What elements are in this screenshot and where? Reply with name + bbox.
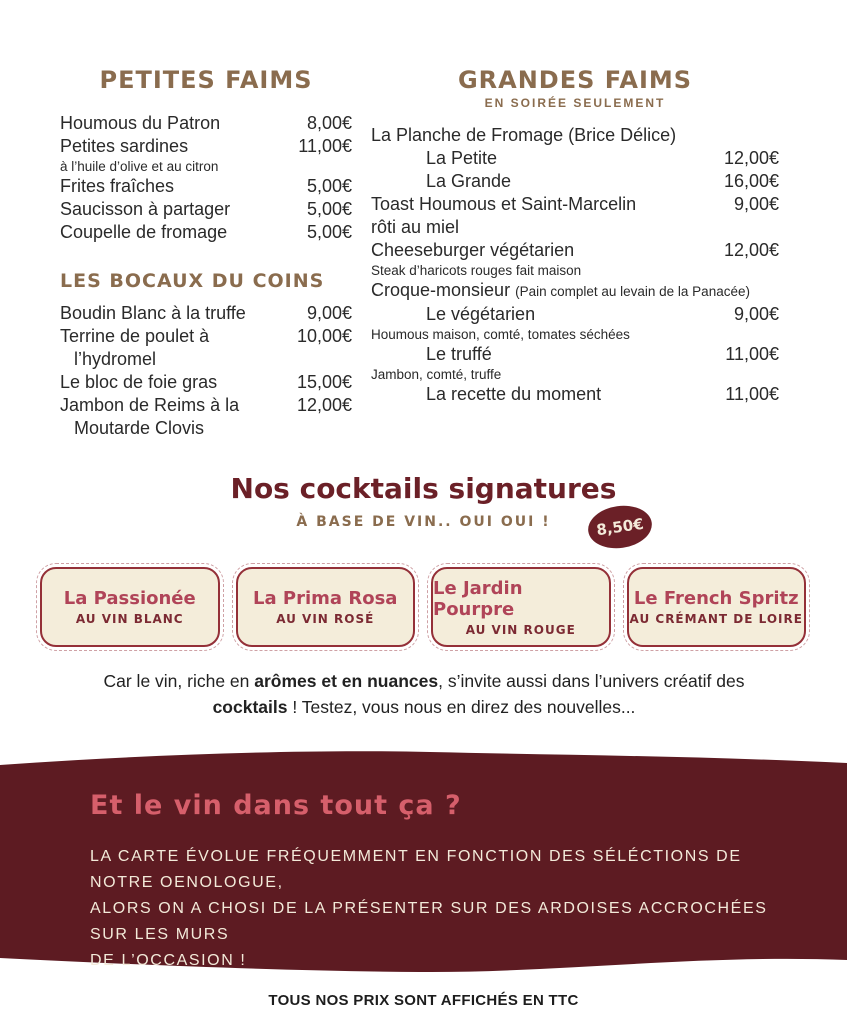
cocktail-card-jardin-pourpre xyxy=(431,567,611,647)
price: 5,00€ xyxy=(306,222,352,242)
price: 12,00€ xyxy=(723,240,779,260)
cocktail-name: La Prima Rosa xyxy=(253,588,398,609)
cocktails-subtitle: À BASE DE VIN.. OUI OUI ! xyxy=(296,514,551,530)
menu-item: Cheeseburger végétarien 12,00€ xyxy=(371,240,779,260)
menu-item: Jambon de Reims à la Moutarde Clovis 12,00€ xyxy=(60,395,352,438)
menu-item: Houmous du Patron 8,00€ xyxy=(60,113,352,133)
menu-item-description: à l’huile d’olive et au citron xyxy=(60,159,219,174)
price: 9,00€ xyxy=(733,304,779,324)
menu-item: Coupelle de fromage 5,00€ xyxy=(60,222,352,242)
grandes-faims-section xyxy=(371,66,779,406)
cocktail-name: Le Jardin Pourpre xyxy=(433,577,523,620)
wine-section-text xyxy=(90,844,800,974)
petites-faims-section xyxy=(60,66,352,440)
price: 15,00€ xyxy=(296,372,352,392)
menu-item-description: Steak d’haricots rouges fait maison xyxy=(371,263,582,278)
cocktail-cards xyxy=(40,567,806,647)
menu-item: La Planche de Fromage (Brice Délice) xyxy=(371,125,677,145)
price: 9,00€ xyxy=(306,303,352,323)
petites-faims-title: PETITES FAIMS xyxy=(99,66,313,94)
cocktail-name: La Passionée xyxy=(63,588,196,609)
cocktail-card-french-spritz xyxy=(627,567,807,647)
grandes-faims-title: GRANDES FAIMS xyxy=(457,66,693,94)
menu-item: Boudin Blanc à la truffe 9,00€ xyxy=(60,303,352,323)
menu-item: Petites sardines 11,00€ xyxy=(60,136,352,156)
price: 8,00€ xyxy=(306,113,352,133)
cocktail-base: AU VIN ROSÉ xyxy=(276,612,375,626)
grandes-faims-subtitle: EN SOIRÉE SEULEMENT xyxy=(484,96,666,110)
price: 12,00€ xyxy=(723,148,779,168)
price: 5,00€ xyxy=(306,199,352,219)
price: 11,00€ xyxy=(725,384,779,404)
price: 12,00€ xyxy=(296,395,352,415)
menu-item: Le truffé 11,00€ xyxy=(426,344,779,364)
menu-item: Terrine de poulet à l’hydromel 10,00€ xyxy=(60,326,352,369)
cocktail-name: Le French Spritz xyxy=(633,588,799,609)
wine-text-line: ALORS ON A CHOSI DE LA PRÉSENTER SUR DES ARDOISES ACCROCHÉES SUR LES MURS xyxy=(90,900,768,943)
menu-item: La recette du moment 11,00€ xyxy=(426,384,779,404)
bocaux-title: LES BOCAUX DU COINS xyxy=(60,270,325,292)
cocktail-card-prima-rosa xyxy=(236,567,416,647)
menu-item: Le végétarien 9,00€ xyxy=(426,304,779,324)
cocktail-base: AU CRÉMANT DE LOIRE xyxy=(629,612,803,626)
cocktail-base: AU VIN BLANC xyxy=(75,612,184,626)
menu-item: La Grande 16,00€ xyxy=(426,171,779,191)
cocktail-card-passionee xyxy=(40,567,220,647)
menu-item: Croque-monsieur (Pain complet au levain de la Panacée) xyxy=(371,280,750,300)
cocktail-price-badge: 8,50€ xyxy=(585,502,654,552)
price: 9,00€ xyxy=(733,194,779,214)
menu-item: Toast Houmous et Saint-Marcelin rôti au miel 9,00€ xyxy=(371,194,779,237)
price: 11,00€ xyxy=(725,344,779,364)
wine-section-title: Et le vin dans tout ça ? xyxy=(90,790,462,821)
price: 5,00€ xyxy=(306,176,352,196)
cocktails-note: Car le vin, riche en arômes et en nuances, s’invite aussi dans l’univers créatif des cocktails ! Testez, vous nous en direz des nouvelles... xyxy=(103,671,745,718)
petites-faims-list xyxy=(60,112,352,244)
price: 11,00€ xyxy=(298,136,352,156)
wine-text-line: DE L’OCCASION ! xyxy=(90,952,247,969)
menu-item: Saucisson à partager 5,00€ xyxy=(60,199,352,219)
bocaux-list xyxy=(60,302,352,440)
price: 16,00€ xyxy=(723,171,779,191)
menu-item-description: Houmous maison, comté, tomates séchées xyxy=(371,327,630,342)
menu-item-description: Jambon, comté, truffe xyxy=(371,367,502,382)
prices-ttc-notice: TOUS NOS PRIX SONT AFFICHÉS EN TTC xyxy=(268,992,579,1009)
grandes-faims-list xyxy=(371,124,779,406)
menu-item: La Petite 12,00€ xyxy=(426,148,779,168)
wine-text-line: LA CARTE ÉVOLUE FRÉQUEMMENT EN FONCTION DES SÉLÉCTIONS DE NOTRE OENOLOGUE, xyxy=(90,848,742,891)
price: 10,00€ xyxy=(296,326,352,346)
cocktails-title: Nos cocktails signatures xyxy=(230,472,617,505)
menu-item: Frites fraîches 5,00€ xyxy=(60,176,352,196)
menu-item-note: (Pain complet au levain de la Panacée) xyxy=(515,284,750,299)
cocktail-base: AU VIN ROUGE xyxy=(465,622,576,637)
menu-item: Le bloc de foie gras 15,00€ xyxy=(60,372,352,392)
